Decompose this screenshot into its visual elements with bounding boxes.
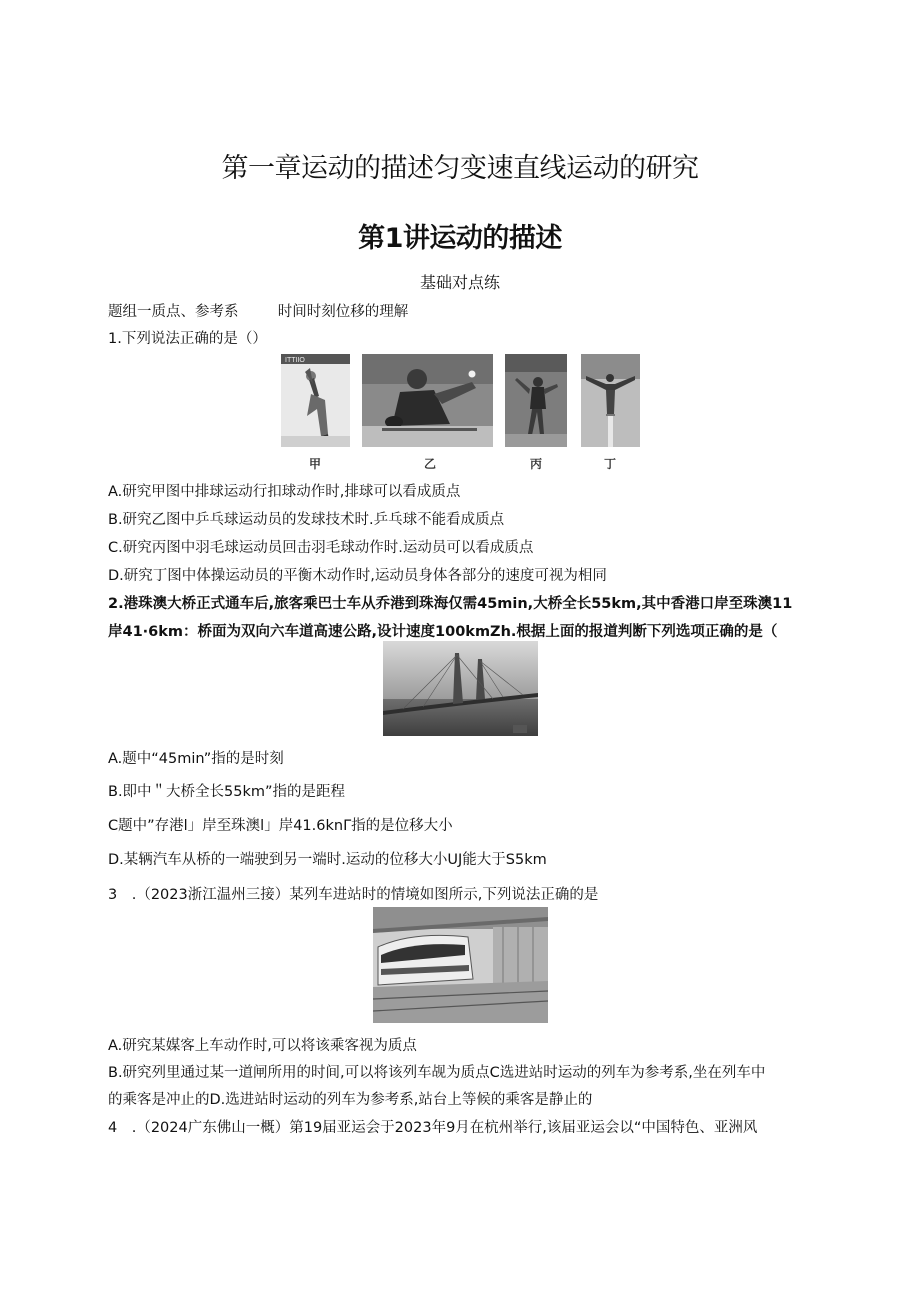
q1-figure-label-yi: 乙: [424, 457, 437, 471]
q1-stem: 1.下列说法正确的是（）: [108, 331, 267, 347]
svg-text:ITTIIO: ITTIIO: [285, 357, 305, 364]
q3-option-b-c: B.研究列里通过某一道闸所用的时间,可以将该列车觇为质点C选进站时运动的列车为参考系,坐在列车中: [108, 1065, 766, 1081]
lesson-title: 第1讲运动的描述: [358, 223, 562, 254]
q3-option-a: A.研究某媒客上车动作时,可以将该乘客视为质点: [108, 1038, 417, 1054]
q4-stem: 4 .（2024广东佛山一概）第19届亚运会于2023年9月在杭州举行,该届亚运会以“中国特色、亚洲风: [108, 1120, 758, 1136]
q1-figure-label-jia: 甲: [309, 457, 322, 471]
q2-photo-bridge: [383, 641, 538, 736]
q1-option-c: C.研究丙图中羽毛球运动员回击羽毛球动作时.运动员可以看成质点: [108, 540, 534, 556]
group-topic: 时间时刻位移的理解: [277, 304, 409, 320]
q1-photo-volleyball: [281, 354, 350, 447]
chapter-title: 第一章运动的描述匀变速直线运动的研究: [221, 153, 699, 184]
q3-photo-train: [373, 907, 548, 1023]
q2-option-a: A.题中“45min”指的是时刻: [108, 751, 284, 767]
q3-option-c-d: 的乘客是冲止的D.选进站时运动的列车为参考系,站台上等候的乘客是静止的: [108, 1092, 593, 1108]
q1-photo-gymnastics: [581, 354, 640, 447]
q2-option-c: C题中”存港l」岸至珠澳l」岸41.6knΓ指的是位移大小: [108, 818, 453, 834]
q1-photo-badminton: [505, 354, 567, 447]
q2-option-d: D.某辆汽车从桥的一端驶到另一端时.运动的位移大小UJ能大于S5km: [108, 852, 547, 868]
q1-photo-table-tennis: [362, 354, 493, 447]
q1-figure-label-bing: 丙: [530, 457, 543, 471]
q1-figure-label-ding: 丁: [604, 457, 617, 471]
group-label: 题组一质点、参考系: [108, 304, 239, 320]
q1-option-d: D.研究丁图中体操运动员的平衡木动作时,运动员身体各部分的速度可视为相同: [108, 568, 607, 584]
group-heading: [108, 300, 408, 321]
q2-option-b: B.即中＂大桥全长55km”指的是距程: [108, 784, 346, 800]
q1-option-a: A.研究甲图中排球运动行扣球动作时,排球可以看成质点: [108, 484, 461, 500]
section-title: 基础对点练: [419, 273, 500, 292]
q2-stem-line2: 岸41·6km：桥面为双向六车道高速公路,设计速度100kmZh.根据上面的报道判断下列选项正确的是（: [108, 624, 778, 640]
q1-option-b: B.研究乙图中乒乓球运动员的发球技术时.乒乓球不能看成质点: [108, 512, 505, 528]
q3-stem: 3 .（2023浙江温州三接）某列车进站时的情境如图所示,下列说法正确的是: [108, 887, 599, 903]
q2-stem-line1: 2.港珠澳大桥正式通车后,旅客乘巴士车从乔港到珠海仅需45min,大桥全长55km,其中香港口岸至珠澳11: [108, 596, 793, 612]
